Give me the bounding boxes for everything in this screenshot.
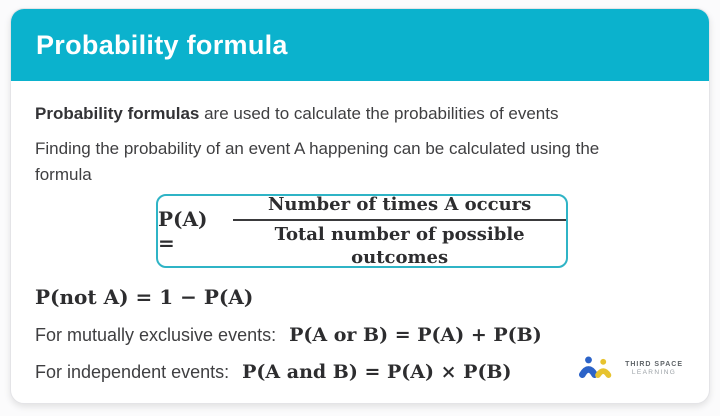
card-header: [11, 9, 709, 81]
mutually-exclusive-rule: [35, 324, 685, 346]
intro-bold-term: Probability formulas: [35, 104, 200, 123]
finding-line: Finding the probability of an event A happening can be calculated using the formula: [35, 138, 600, 185]
rule-label: For mutually exclusive events:: [35, 325, 277, 346]
rule-label: For independent events:: [35, 362, 230, 383]
intro-line: [35, 102, 685, 126]
third-space-learning-logo: [579, 355, 683, 381]
fraction-numerator: Number of times A occurs: [233, 194, 566, 222]
probability-formula-box: [156, 194, 568, 268]
rule-formula: P(A or B) = P(A) + P(B): [289, 324, 542, 347]
intro-rest: are used to calculate the probabilities of events: [199, 104, 559, 123]
formula-lhs: P(A) =: [158, 207, 208, 256]
formula-fraction: [233, 194, 566, 270]
card-body: [11, 81, 709, 383]
page-title: Probability formula: [36, 29, 288, 60]
complement-formula: P(not A) = 1 − P(A): [35, 285, 254, 310]
logo-line2: LEARNING: [631, 368, 677, 376]
logo-wordmark: [625, 361, 683, 376]
probability-formula-card: [10, 8, 710, 404]
logo-line1: THIRD SPACE: [625, 360, 683, 368]
logo-people-icon: [579, 355, 617, 381]
fraction-denominator: Total number of possible outcomes: [274, 224, 525, 268]
rule-formula: P(A and B) = P(A) × P(B): [242, 361, 512, 384]
